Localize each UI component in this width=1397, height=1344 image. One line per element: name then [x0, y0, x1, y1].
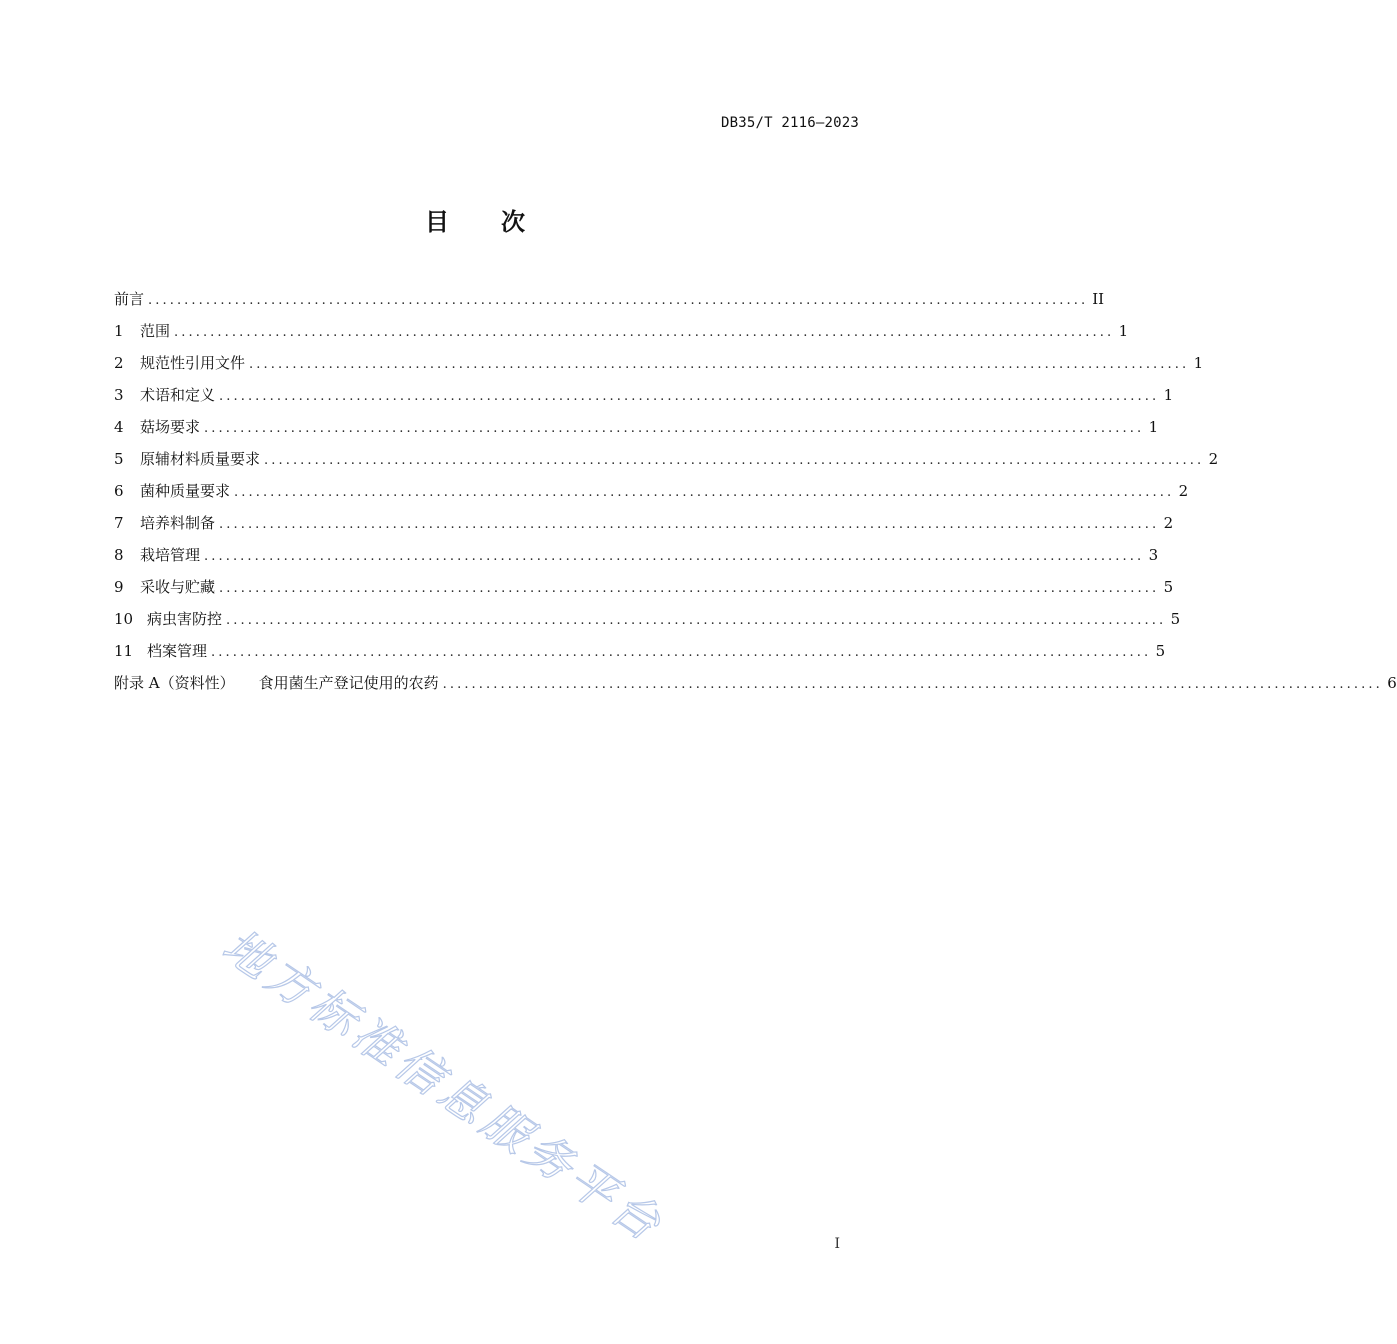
toc-leader-dots: ..................................................................................................................................	[219, 389, 1160, 404]
toc-page-number: 1	[1193, 354, 1204, 372]
toc-section-number: 3	[114, 386, 124, 404]
toc-section-number: 5	[114, 450, 124, 468]
toc-leader-dots: ..................................................................................................................................	[148, 293, 1089, 308]
toc-page-number: 1	[1148, 418, 1159, 436]
toc-row[interactable]	[114, 414, 1159, 446]
toc-page-number: II	[1092, 290, 1105, 308]
toc-entry-title: 食用菌生产登记使用的农药	[258, 674, 439, 692]
toc-appendix-prefix: 附录 A（资料性）	[114, 674, 235, 692]
toc-leader-dots: ..................................................................................................................................	[211, 645, 1152, 660]
toc-entry-label	[114, 670, 439, 696]
toc-entry-label	[114, 350, 245, 376]
toc-entry-title: 菇场要求	[140, 418, 201, 436]
toc-entry-title: 前言	[114, 290, 145, 308]
document-code: DB35/T 2116—2023	[720, 115, 859, 131]
toc-row[interactable]	[114, 670, 1397, 702]
toc-page-number: 5	[1155, 642, 1166, 660]
toc-section-number: 4	[114, 418, 124, 436]
toc-leader-dots: ..................................................................................................................................	[219, 581, 1160, 596]
page-title-char-2: 次	[501, 208, 525, 236]
toc-entry-title: 培养料制备	[140, 514, 216, 532]
toc-entry-label	[114, 478, 230, 504]
toc-section-number: 6	[114, 482, 124, 500]
toc-entry-title: 原辅材料质量要求	[140, 450, 261, 468]
page-title-char-1: 目	[425, 208, 449, 236]
toc-leader-dots: ..................................................................................................................................	[174, 325, 1115, 340]
toc-page-number: 5	[1163, 578, 1174, 596]
toc-entry-label	[114, 606, 222, 632]
toc-page-number: 6	[1387, 674, 1397, 692]
toc-row[interactable]	[114, 318, 1129, 350]
toc-entry-title: 规范性引用文件	[140, 354, 246, 372]
toc-entry-title: 栽培管理	[140, 546, 201, 564]
toc-page-number: 3	[1148, 546, 1159, 564]
page-title	[0, 202, 950, 237]
toc-section-number: 7	[114, 514, 124, 532]
toc-row[interactable]	[114, 382, 1174, 414]
toc-entry-title: 范围	[140, 322, 171, 340]
toc-section-number: 10	[114, 610, 134, 628]
toc-leader-dots: ..................................................................................................................................	[219, 517, 1160, 532]
toc-page-number: 1	[1163, 386, 1174, 404]
toc-section-number: 11	[114, 642, 134, 660]
toc-entry-title: 档案管理	[147, 642, 208, 660]
toc-page-number: 2	[1208, 450, 1219, 468]
toc-row[interactable]	[114, 638, 1166, 670]
toc-entry-label	[114, 382, 215, 408]
toc-row[interactable]	[114, 478, 1189, 510]
toc-row[interactable]	[114, 510, 1174, 542]
toc-leader-dots: ..................................................................................................................................	[249, 357, 1190, 372]
toc-entry-label	[114, 510, 215, 536]
toc-section-number: 2	[114, 354, 124, 372]
toc-entry-title: 采收与贮藏	[140, 578, 216, 596]
watermark-text: 地方标准信息服务平台	[213, 918, 675, 1254]
toc-entry-label	[114, 414, 200, 440]
toc-leader-dots: ..................................................................................................................................	[204, 421, 1145, 436]
toc-leader-dots: ..................................................................................................................................	[226, 613, 1167, 628]
toc-entry-label	[114, 574, 215, 600]
toc-section-number: 1	[114, 322, 124, 340]
toc-page-number: 2	[1163, 514, 1174, 532]
toc-page-number: 2	[1178, 482, 1189, 500]
toc-row[interactable]	[114, 350, 1204, 382]
toc-section-number: 8	[114, 546, 124, 564]
toc-section-number: 9	[114, 578, 124, 596]
toc-leader-dots: ..................................................................................................................................	[234, 485, 1175, 500]
toc-row[interactable]	[114, 446, 1219, 478]
table-of-contents	[114, 286, 1397, 702]
page-number: I	[834, 1236, 840, 1252]
toc-row[interactable]	[114, 286, 1105, 318]
toc-entry-label	[114, 446, 260, 472]
toc-entry-title: 病虫害防控	[147, 610, 223, 628]
toc-page-number: 1	[1118, 322, 1129, 340]
toc-leader-dots: ..................................................................................................................................	[442, 677, 1383, 692]
toc-page-number: 5	[1170, 610, 1181, 628]
toc-entry-title: 菌种质量要求	[140, 482, 231, 500]
toc-entry-title: 术语和定义	[140, 386, 216, 404]
toc-row[interactable]	[114, 574, 1174, 606]
toc-row[interactable]	[114, 542, 1159, 574]
toc-leader-dots: ..................................................................................................................................	[264, 453, 1205, 468]
toc-entry-label	[114, 638, 207, 664]
toc-entry-label	[114, 318, 170, 344]
toc-row[interactable]	[114, 606, 1181, 638]
toc-leader-dots: ..................................................................................................................................	[204, 549, 1145, 564]
toc-entry-label	[114, 542, 200, 568]
toc-entry-label	[114, 286, 144, 312]
